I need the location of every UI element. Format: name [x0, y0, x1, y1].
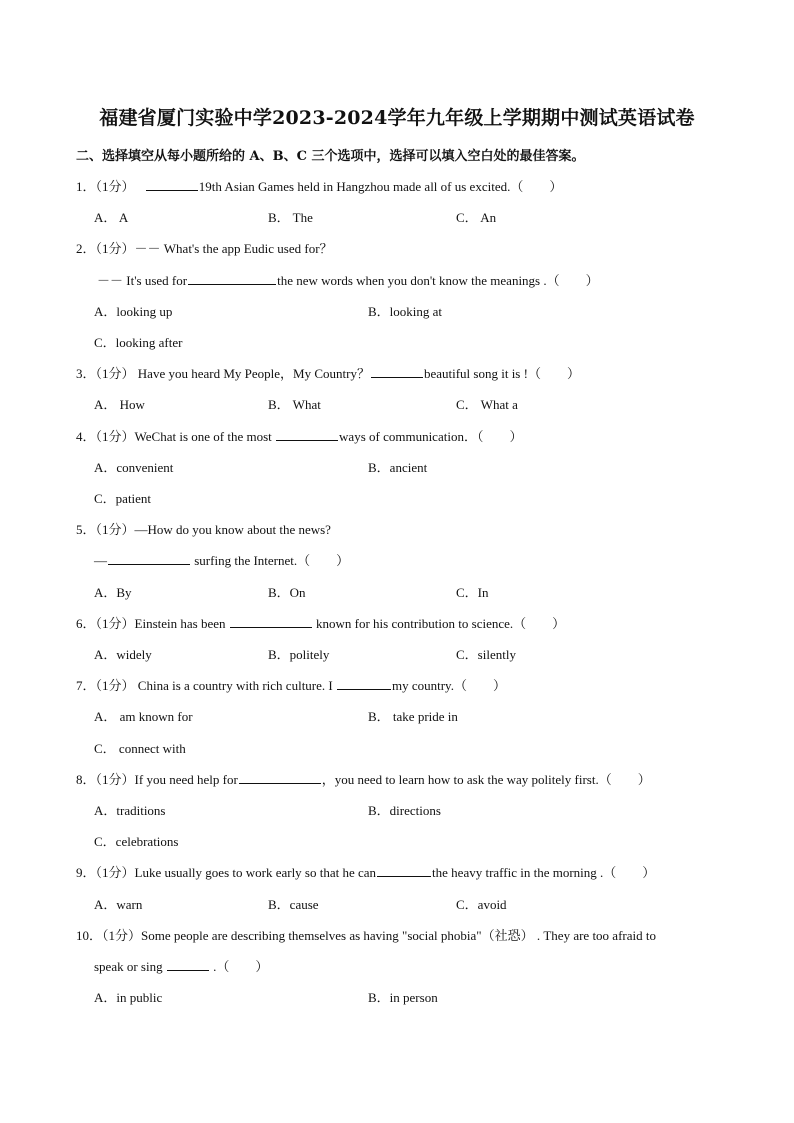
answer-blank	[276, 428, 338, 441]
question-text: —How do you know about the news?	[134, 522, 331, 537]
option-b: B．ancient	[368, 460, 428, 475]
option-c: C．patient	[94, 491, 152, 506]
option-c: C．silently	[456, 647, 516, 662]
question-text: WeChat is one of the most	[134, 429, 276, 444]
question-number: 9．	[76, 865, 96, 880]
option-a: A． How	[94, 397, 145, 412]
option-a: A．widely	[94, 647, 152, 662]
option-c: C．looking after	[94, 335, 183, 350]
question-number: 6．	[76, 616, 96, 631]
question-number: 7．	[76, 678, 96, 693]
question-points: （1分）	[95, 616, 135, 631]
question-text: 19th Asian Games held in Hangzhou made all of us excited.（ ）	[198, 179, 563, 194]
option-a: A．traditions	[94, 803, 166, 818]
option-b: B．in person	[368, 990, 438, 1005]
question-number: 5．	[76, 522, 96, 537]
question-2	[76, 238, 333, 257]
answer-blank	[371, 365, 423, 378]
option-c: C．In	[456, 585, 489, 600]
question-5	[76, 519, 331, 538]
question-2-line2: －－ It's used for the new words when you don't know the meanings .（ ）	[97, 273, 599, 288]
option-a: A． A	[94, 210, 129, 225]
option-b: B．looking at	[368, 304, 443, 319]
question-3: 3．（1分） Have you heard My People，My Country？ beautiful song it is !（ ）	[76, 366, 580, 381]
question-number: 8．	[76, 772, 96, 787]
question-6: 6．（1分）Einstein has been known for his contribution to science.（ ）	[76, 616, 566, 631]
question-text: Have you heard My People，My Country？	[134, 366, 370, 381]
option-b: B． The	[268, 210, 313, 225]
option-b: B． take pride in	[368, 709, 458, 724]
option-a: A．warn	[94, 897, 143, 912]
question-points: （1分）	[95, 678, 135, 693]
question-4: 4．（1分）WeChat is one of the most ways of communication．（ ）	[76, 429, 523, 444]
question-points: （1分）	[102, 928, 142, 943]
answer-blank	[230, 615, 312, 628]
question-text: Luke usually goes to work early so that he can	[134, 865, 377, 880]
answer-blank	[188, 272, 276, 285]
question-7: 7．（1分） China is a country with rich culture. I my country.（ ）	[76, 678, 506, 693]
question-number: 1．	[76, 179, 96, 194]
question-10	[76, 925, 656, 944]
answer-blank	[239, 771, 321, 784]
option-a: A． am known for	[94, 709, 193, 724]
answer-blank	[146, 178, 198, 191]
answer-blank	[377, 864, 431, 877]
option-b: B．cause	[268, 897, 319, 912]
question-points: （1分）	[95, 241, 135, 256]
option-c: C．avoid	[456, 897, 507, 912]
question-text: Some people are describing themselves as having "social phobia"（社恐） . They are too afraid to	[141, 928, 656, 943]
option-c: C． An	[456, 210, 497, 225]
question-points: （1分）	[95, 366, 135, 381]
option-c: C． What a	[456, 397, 518, 412]
question-text: China is a country with rich culture. I	[134, 678, 336, 693]
question-number: 2．	[76, 241, 96, 256]
question-1	[76, 176, 562, 195]
question-10-line2: speak or sing .（ ）	[94, 959, 269, 974]
option-b: B．directions	[368, 803, 441, 818]
question-points: （1分）	[95, 429, 135, 444]
question-points: （1分）	[95, 772, 135, 787]
question-text: Einstein has been	[134, 616, 229, 631]
question-text: －－ What's the app Eudic used for？	[134, 241, 333, 256]
question-number: 3．	[76, 366, 96, 381]
option-a: A．By	[94, 585, 132, 600]
question-number: 4．	[76, 429, 96, 444]
section-heading: 二、选择填空从每小题所给的 A、B、C 三个选项中，选择可以填入空白处的最佳答案。	[76, 149, 585, 164]
question-number: 10．	[76, 928, 103, 943]
question-points: （1分）	[95, 179, 135, 194]
option-a: A．in public	[94, 990, 163, 1005]
answer-blank	[108, 552, 190, 565]
page-title: 福建省厦门实验中学2023-2024学年九年级上学期期中测试英语试卷	[99, 107, 695, 129]
question-8: 8．（1分）If you need help for ，you need to learn how to ask the way politely first.（ ）	[76, 772, 651, 787]
option-b: B． What	[268, 397, 321, 412]
question-text: If you need help for	[134, 772, 238, 787]
option-a: A．looking up	[94, 304, 173, 319]
option-a: A．convenient	[94, 460, 174, 475]
option-b: B．On	[268, 585, 306, 600]
question-9: 9．（1分）Luke usually goes to work early so that he can the heavy traffic in the morning .（ ）	[76, 865, 656, 880]
answer-blank	[167, 958, 209, 971]
option-b: B．politely	[268, 647, 330, 662]
option-c: C． connect with	[94, 741, 186, 756]
option-c: C．celebrations	[94, 834, 179, 849]
question-points: （1分）	[95, 522, 135, 537]
answer-blank	[337, 677, 391, 690]
question-points: （1分）	[95, 865, 135, 880]
question-5-line2: — surfing the Internet.（ ）	[94, 553, 350, 568]
